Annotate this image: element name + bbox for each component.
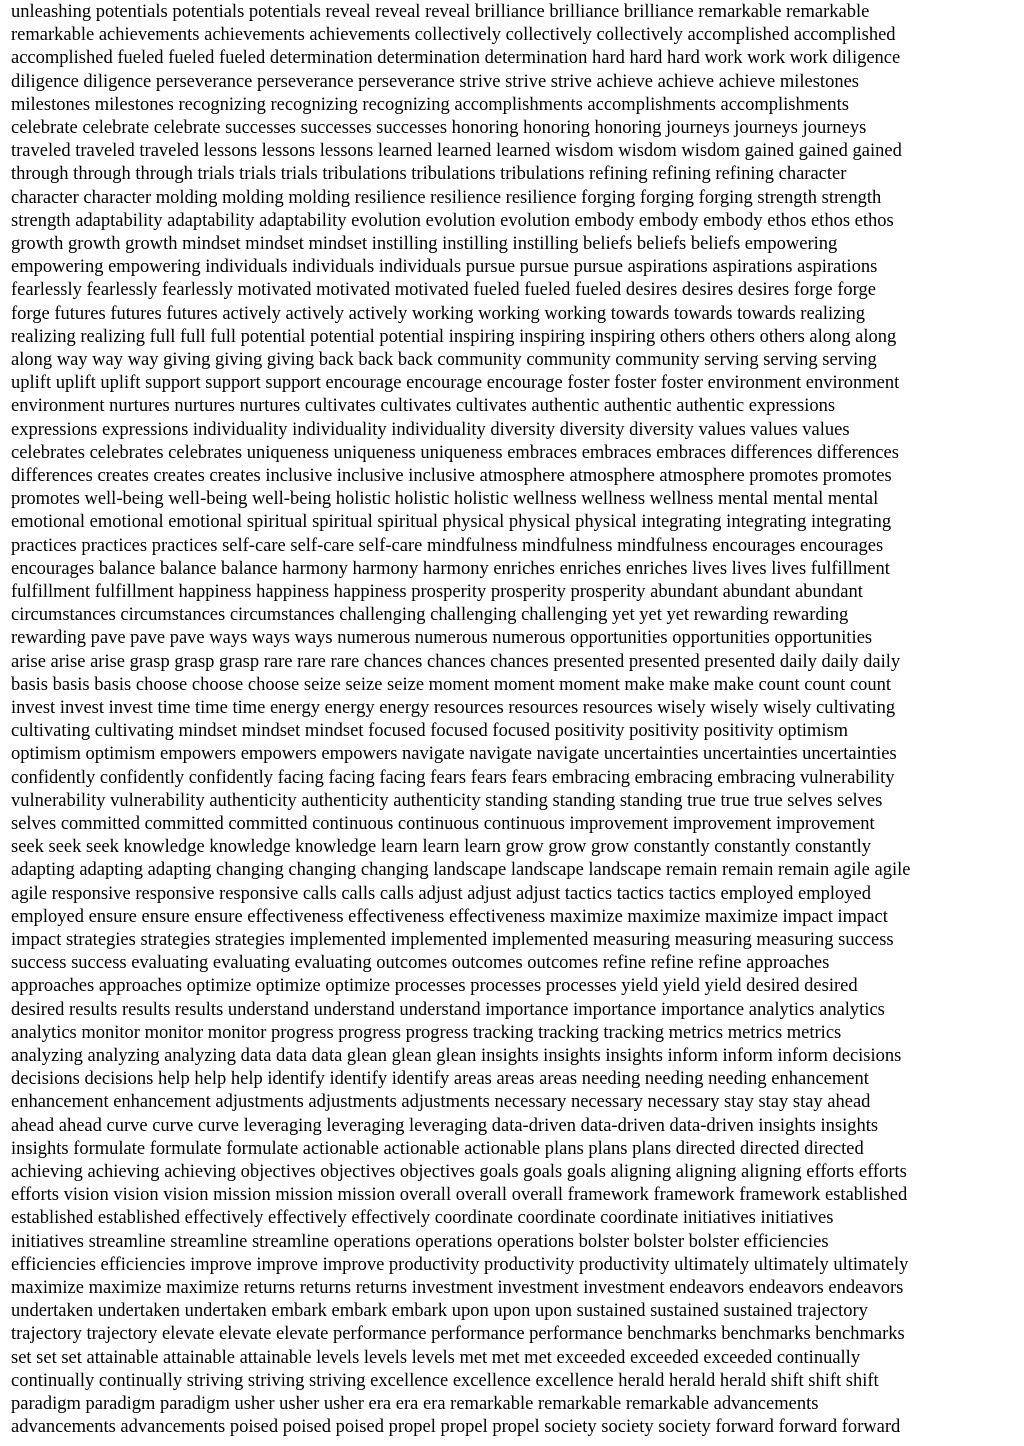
text-line: desired results results results understand understand understand importance importance importance analytics analytics (11, 999, 885, 1020)
text-line: fulfillment fulfillment happiness happiness happiness prosperity prosperity prosperity abundant abundant abundant (11, 582, 863, 602)
text-line: rewarding pave pave pave ways ways ways numerous numerous numerous opportunities opportunities opportunities (11, 628, 873, 649)
text-line: practices practices practices self-care self-care self-care mindfulness mindfulness mindfulness encourages encourages (11, 535, 884, 556)
text-line: seek seek seek knowledge knowledge knowledge learn learn learn grow grow grow constantly constantly constantly (11, 837, 871, 858)
text-line: efficiencies efficiencies improve improve improve productivity productivity productivity ultimately ultimately ultimately (11, 1254, 909, 1275)
text-line: achieving achieving achieving objectives objectives objectives goals goals goals aligning aligning aligning efforts efforts (11, 1162, 907, 1182)
text-line: differences creates creates creates inclusive inclusive inclusive atmosphere atmosphere atmosphere promotes promotes (11, 466, 892, 486)
text-line: accomplished fueled fueled fueled determination determination determination hard hard hard work work work diligence (11, 48, 901, 69)
text-line: employed ensure ensure ensure effectiveness effectiveness effectiveness maximize maximize maximize impact impact (11, 906, 888, 927)
text-line: character character molding molding molding resilience resilience resilience forging forging forging strength strength (11, 187, 882, 208)
text-line: realizing realizing full full full potential potential potential inspiring inspiring inspiring others others others along along (11, 326, 897, 347)
text-line: basis basis basis choose choose choose seize seize seize moment moment moment make make make count count count (11, 674, 892, 695)
text-line: advancements advancements poised poised poised propel propel propel society society society forward forward forward (11, 1417, 901, 1438)
text-line: undertaken undertaken undertaken embark embark embark upon upon upon sustained sustained sustained trajectory (11, 1301, 868, 1322)
text-line: diligence diligence perseverance perseverance perseverance strive strive strive achieve achieve achieve milestones (11, 71, 859, 92)
text-line: trajectory trajectory elevate elevate elevate performance performance performance benchmarks benchmarks benchmarks (11, 1324, 905, 1345)
text-line: analytics monitor monitor monitor progress progress progress tracking tracking tracking metrics metrics metrics (11, 1022, 842, 1043)
text-line: remarkable achievements achievements achievements collectively collectively collectively accomplished accomplished (11, 25, 896, 46)
text-line: circumstances circumstances circumstances challenging challenging challenging yet yet yet rewarding rewarding (11, 605, 849, 626)
text-line: milestones milestones recognizing recognizing recognizing accomplishments accomplishments accomplishments (11, 94, 849, 115)
text-line: vulnerability vulnerability authenticity authenticity authenticity standing standing standing true true true selves selves (11, 790, 883, 811)
text-line: set set set attainable attainable attainable levels levels levels met met met exceeded exceeded exceeded continually (11, 1347, 861, 1368)
text-line: analyzing analyzing analyzing data data data glean glean glean insights insights insights inform inform inform decisions (11, 1046, 902, 1066)
text-line: uplift uplift uplift support support support encourage encourage encourage foster foster foster environment environment (11, 373, 900, 394)
text-line: promotes well-being well-being well-being holistic holistic holistic wellness wellness wellness mental mental mental (11, 489, 879, 510)
text-line: approaches approaches optimize optimize optimize processes processes processes yield yield yield desired desired (11, 976, 858, 997)
text-line: optimism optimism empowers empowers empowers navigate navigate navigate uncertainties uncertainties uncertainties (11, 744, 897, 765)
text-line: expressions expressions individuality individuality individuality diversity diversity diversity values values values (11, 419, 850, 440)
text-line: adapting adapting adapting changing changing changing landscape landscape landscape remain remain remain agile agile (11, 860, 911, 881)
text-line: selves committed committed committed continuous continuous continuous improvement improvement improvement (11, 814, 875, 834)
text-line: success success evaluating evaluating evaluating outcomes outcomes outcomes refine refine refine approaches (11, 953, 830, 974)
text-line: ahead ahead curve curve curve leveraging leveraging leveraging data-driven data-driven data-driven insights insights (11, 1115, 879, 1136)
text-line: fearlessly fearlessly fearlessly motivated motivated motivated fueled fueled fueled desires desires desires forge forge (11, 280, 876, 301)
text-line: continually continually striving striving striving excellence excellence excellence herald herald herald shift shift shift (11, 1370, 879, 1391)
text-line: initiatives streamline streamline streamline operations operations operations bolster bolster bolster efficiencies (11, 1231, 829, 1252)
text-line: invest invest invest time time time energy energy energy resources resources resources wisely wisely wisely cultivating (11, 698, 896, 718)
text-line: agile responsive responsive responsive calls calls calls adjust adjust adjust tactics tactics tactics employed employed (11, 883, 872, 904)
text-line: encourages balance balance balance harmony harmony harmony enriches enriches enriches lives lives lives fulfillment (11, 558, 890, 579)
text-line: maximize maximize maximize returns returns returns investment investment investment endeavors endeavors endeavors (11, 1278, 904, 1298)
text-line: strength adaptability adaptability adaptability evolution evolution evolution embody embody embody ethos ethos ethos (11, 210, 894, 231)
text-line: established established effectively effectively effectively coordinate coordinate coordinate initiatives initiatives (11, 1208, 834, 1229)
text-line: emotional emotional emotional spiritual spiritual spiritual physical physical physical integrating integrating integrating (11, 512, 892, 533)
text-line: arise arise arise grasp grasp grasp rare rare rare chances chances chances presented presented presented daily daily daily (11, 651, 901, 672)
text-line: insights formulate formulate formulate actionable actionable actionable plans plans plans directed directed directed (11, 1138, 864, 1159)
text-line: decisions decisions help help help identify identify identify areas areas areas needing needing needing enhancement (11, 1069, 869, 1090)
text-line: forge futures futures futures actively actively actively working working working towards towards towards realizing (11, 303, 866, 324)
text-line: cultivating cultivating mindset mindset mindset focused focused focused positivity positivity positivity optimism (11, 721, 849, 742)
text-line: celebrate celebrate celebrate successes successes successes honoring honoring honoring journeys journeys journeys (11, 118, 867, 138)
text-line: along way way way giving giving giving back back back community community community serving serving serving (11, 350, 877, 370)
text-line: efforts vision vision vision mission mission mission overall overall overall framework framework framework established (11, 1185, 908, 1206)
text-line: through through through trials trials trials tribulations tribulations tribulations refining refining refining character (11, 164, 847, 185)
text-line: empowering empowering individuals individuals individuals pursue pursue pursue aspirations aspirations aspirations (11, 257, 878, 278)
text-line: environment nurtures nurtures nurtures cultivates cultivates cultivates authentic authentic authentic expressions (11, 396, 836, 417)
text-line: confidently confidently confidently facing facing facing fears fears fears embracing embracing embracing vulnerability (11, 767, 895, 788)
text-line: paradigm paradigm paradigm usher usher usher era era era remarkable remarkable remarkable advancements (11, 1394, 819, 1414)
text-line: impact strategies strategies strategies implemented implemented implemented measuring measuring measuring success (11, 930, 894, 950)
text-line: unleashing potentials potentials potentials reveal reveal reveal brilliance brilliance brilliance remarkable remarkable (11, 2, 870, 22)
text-line: growth growth growth mindset mindset mindset instilling instilling instilling beliefs beliefs beliefs empowering (11, 234, 838, 254)
text-line: enhancement enhancement adjustments adjustments adjustments necessary necessary necessary stay stay stay ahead (11, 1092, 871, 1113)
text-line: celebrates celebrates celebrates uniqueness uniqueness uniqueness embraces embraces embraces differences differences (11, 442, 899, 463)
text-line: traveled traveled traveled lessons lessons lessons learned learned learned wisdom wisdom wisdom gained gained gained (11, 141, 902, 162)
